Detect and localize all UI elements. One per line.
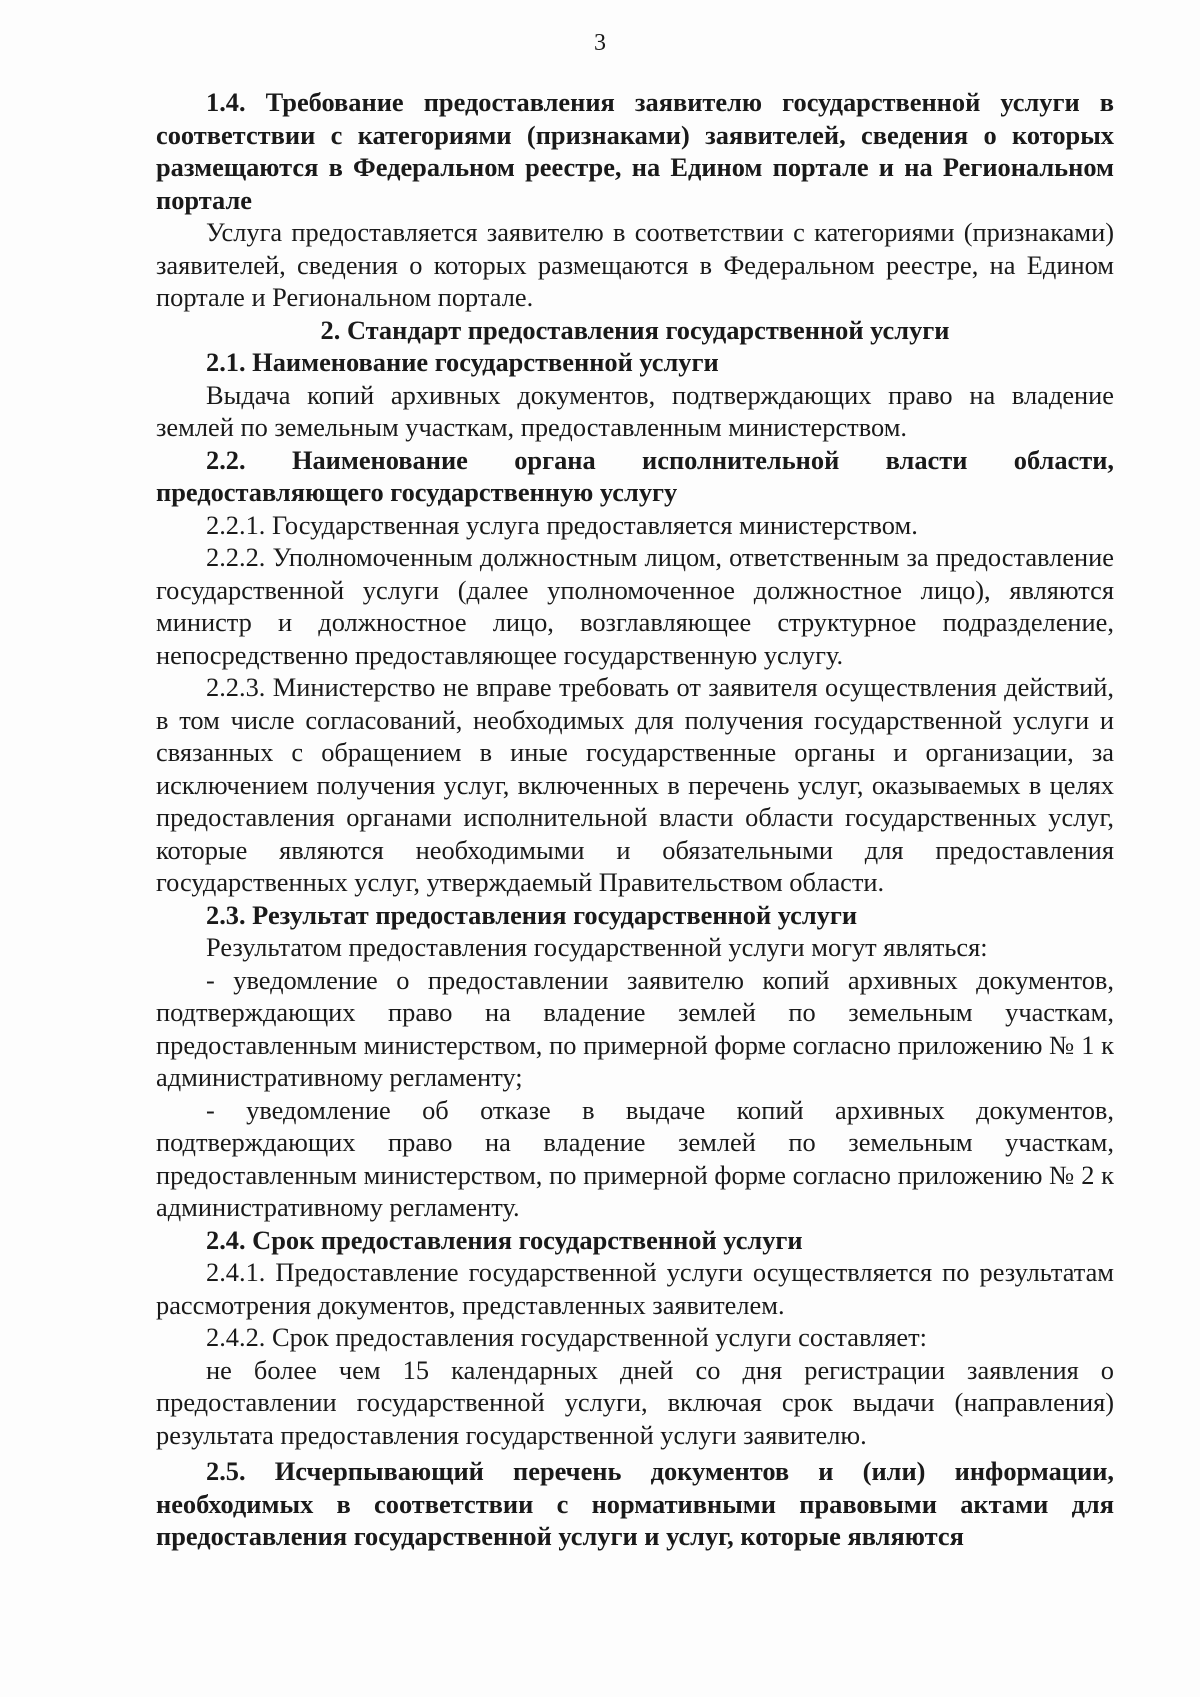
section-2-3-intro: Результатом предоставления государственной услуги могут являться: xyxy=(206,932,988,962)
document-body xyxy=(156,86,1114,1553)
section-2-2-1-text: 2.2.1. Государственная услуга предоставляется министерством. xyxy=(206,509,918,540)
section-2-4-2-text: 2.4.2. Срок предоставления государственной услуги составляет: xyxy=(206,1322,927,1352)
section-2-2-2-text: 2.2.2. Уполномоченным должностным лицом, ответственным за предоставление государственной услуги (далее уполномоченное должностное лицо), являются министр и должностное лицо, возглавляющее структурное подразделение, непосредственно предоставляющее государственную услугу. xyxy=(156,542,1114,670)
page-number: 3 xyxy=(594,30,606,56)
section-2-4-1-text: 2.4.1. Предоставление государственной услуги осуществляется по результатам рассмотрения документов, представленных заявителем. xyxy=(156,1257,1114,1320)
section-2-4-2-detail: не более чем 15 календарных дней со дня регистрации заявления о предоставлении государственной услуги, включая срок выдачи (направления) результата предоставления государственной услуги заявителю. xyxy=(156,1354,1114,1450)
section-2-2-3-text: 2.2.3. Министерство не вправе требовать от заявителя осуществления действий, в том числе согласований, необходимых для получения государственной услуги и связанных с обращением в иные государственные органы и организации, за исключением получения услуг, включенных в перечень услуг, оказываемых в целях предоставления органами исполнительной власти области государственных услуг, которые являются необходимыми и обязательными для предоставления государственных услуг, утверждаемый Правительством области. xyxy=(156,672,1114,897)
section-2-2-heading: 2.2. Наименование органа исполнительной власти области, предоставляющего государственную услугу xyxy=(156,444,1114,507)
section-2-3-heading: 2.3. Результат предоставления государственной услуги xyxy=(206,899,858,930)
section-2-3-item-1: - уведомление о предоставлении заявителю копий архивных документов, подтверждающих право на владение землей по земельным участкам, предоставленным министерством, по примерной форме согласно приложению № 1 к административному регламенту; xyxy=(156,964,1114,1092)
section-2-1-heading: 2.1. Наименование государственной услуги xyxy=(206,347,719,377)
section-1-4-text: Услуга предоставляется заявителю в соответствии с категориями (признаками) заявителей, сведения о которых размещаются в Федеральном реестре, на Едином портале и Региональном портале. xyxy=(156,217,1114,312)
section-2-4-heading: 2.4. Срок предоставления государственной услуги xyxy=(206,1224,803,1255)
section-2-3-item-2: - уведомление об отказе в выдаче копий архивных документов, подтверждающих право на владение землей по земельным участкам, предоставленным министерством, по примерной форме согласно приложению № 2 к административному регламенту. xyxy=(156,1094,1114,1222)
section-2-1-text: Выдача копий архивных документов, подтверждающих право на владение землей по земельным участкам, предоставленным министерством. xyxy=(156,379,1114,442)
section-2-5-heading: 2.5. Исчерпывающий перечень документов и (или) информации, необходимых в соответствии с нормативными правовыми актами для предоставления государственной услуги и услуг, которые являются xyxy=(156,1456,1114,1551)
section-2-heading: 2. Стандарт предоставления государственной услуги xyxy=(320,314,950,345)
section-1-4-heading: 1.4. Требование предоставления заявителю государственной услуги в соответствии с категориями (признаками) заявителей, сведения о которых размещаются в Федеральном реестре, на Едином портале и на Региональном портале xyxy=(156,87,1114,215)
